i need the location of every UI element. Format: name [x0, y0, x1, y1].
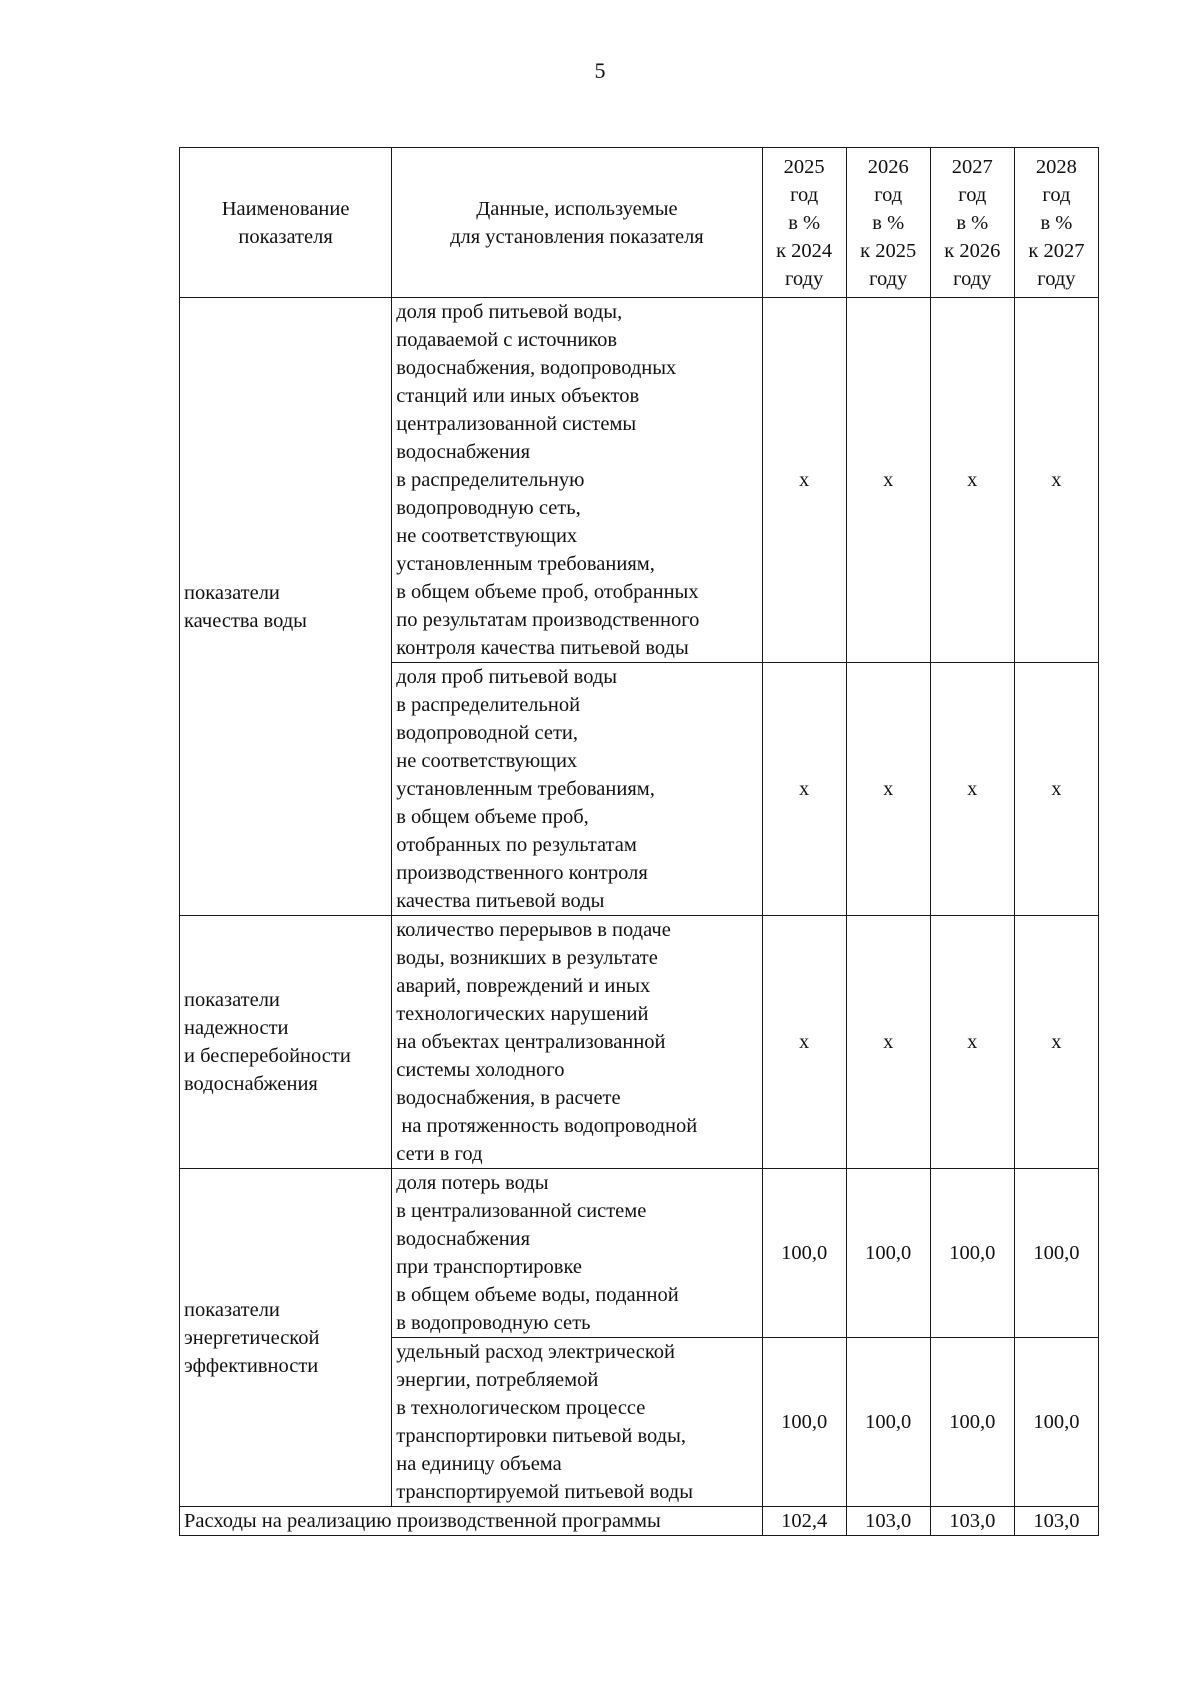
value-cell-2027: х: [930, 663, 1014, 916]
value-cell-2025: 100,0: [762, 1169, 846, 1338]
value-cell-2027: 100,0: [930, 1338, 1014, 1507]
indicator-data-cell: удельный расход электрической энергии, потребляемой в технологическом процессе транспортировки питьевой воды, на единицу объема транспортируемой питьевой воды: [392, 1338, 762, 1507]
indicator-data-cell: доля проб питьевой воды в распределительной водопроводной сети, не соответствующих установленным требованиям, в общем объеме проб, отобранных по результатам производственного контроля качества питьевой воды: [392, 663, 762, 916]
indicator-data-cell: доля потерь воды в централизованной системе водоснабжения при транспортировке в общем объеме воды, поданной в водопроводную сеть: [392, 1169, 762, 1338]
indicator-data-cell: доля проб питьевой воды, подаваемой с источников водоснабжения, водопроводных станций или иных объектов централизованной системы водоснабжения в распределительную водопроводную сеть, не соответствующих установленным требованиям, в общем объеме проб, отобранных по результатам производственного контроля качества питьевой воды: [392, 298, 762, 663]
indicator-data-cell: количество перерывов в подаче воды, возникших в результате аварий, повреждений и иных технологических нарушений на объектах централизованной системы холодного водоснабжения, в расчете на протяженность водопроводной сети в год: [392, 916, 762, 1169]
header-year-2027: 2027 год в % к 2026 году: [930, 148, 1014, 298]
value-cell-2027: х: [930, 916, 1014, 1169]
value-cell-2028: х: [1014, 298, 1098, 663]
group-name-water-quality: показатели качества воды: [180, 298, 392, 916]
value-cell-2026: 100,0: [846, 1338, 930, 1507]
table-row: [180, 916, 1099, 1169]
header-indicator-data: Данные, используемые для установления показателя: [392, 148, 762, 298]
value-cell-2028: х: [1014, 916, 1098, 1169]
value-cell-2028: 100,0: [1014, 1338, 1098, 1507]
group-name-reliability: показатели надежности и бесперебойности водоснабжения: [180, 916, 392, 1169]
value-cell-2025: 100,0: [762, 1338, 846, 1507]
expenses-row: [180, 1507, 1099, 1536]
value-cell-2026: 100,0: [846, 1169, 930, 1338]
value-cell-2025: х: [762, 916, 846, 1169]
expenses-value-2027: 103,0: [930, 1507, 1014, 1536]
indicators-table: [179, 147, 1099, 1536]
group-name-energy-efficiency: показатели энергетической эффективности: [180, 1169, 392, 1507]
value-cell-2026: х: [846, 916, 930, 1169]
header-indicator-name: Наименование показателя: [180, 148, 392, 298]
expenses-value-2026: 103,0: [846, 1507, 930, 1536]
header-year-2028: 2028 год в % к 2027 году: [1014, 148, 1098, 298]
expenses-value-2028: 103,0: [1014, 1507, 1098, 1536]
value-cell-2026: х: [846, 663, 930, 916]
value-cell-2027: 100,0: [930, 1169, 1014, 1338]
table-row: [180, 298, 1099, 663]
value-cell-2028: х: [1014, 663, 1098, 916]
value-cell-2026: х: [846, 298, 930, 663]
page-number: 5: [594, 58, 606, 83]
value-cell-2025: х: [762, 663, 846, 916]
value-cell-2028: 100,0: [1014, 1169, 1098, 1338]
header-year-2026: 2026 год в % к 2025 году: [846, 148, 930, 298]
value-cell-2027: х: [930, 298, 1014, 663]
value-cell-2025: х: [762, 298, 846, 663]
header-year-2025: 2025 год в % к 2024 году: [762, 148, 846, 298]
expenses-value-2025: 102,4: [762, 1507, 846, 1536]
table-header-row: [180, 148, 1099, 298]
expenses-label: Расходы на реализацию производственной программы: [180, 1507, 763, 1536]
table-row: [180, 1169, 1099, 1338]
